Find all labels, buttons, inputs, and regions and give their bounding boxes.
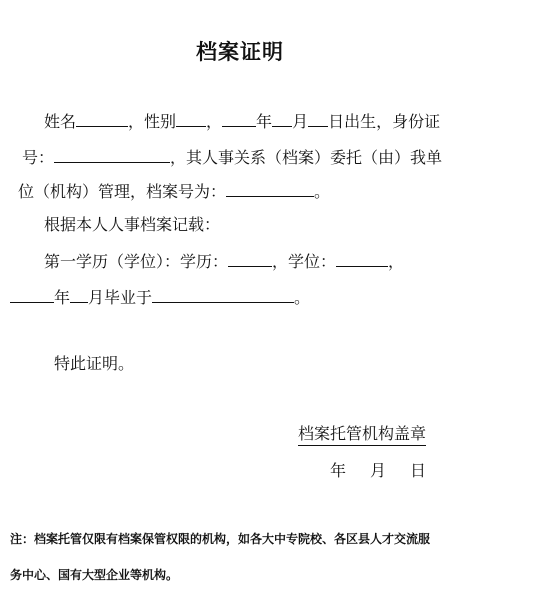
date-line [330, 458, 426, 481]
footnote-line-2: 务中心、国有大型企业等机构。 [10, 568, 179, 582]
birth-month-blank [272, 110, 292, 127]
date-day: 日 [410, 461, 427, 480]
education-blank [228, 250, 272, 267]
graduation-year-blank [10, 286, 54, 303]
degree-label: ，学位： [272, 252, 337, 271]
id-number-blank [54, 146, 170, 163]
record-intro-line: 根据本人人事档案记载： [44, 215, 221, 234]
id-label: 号： [22, 148, 55, 167]
footnote-line-1: 注：档案托管仅限有档案保管权限的机构，如各大中专院校、各区县人才交流服 [10, 532, 431, 546]
education-line [44, 250, 404, 273]
date-month: 月 [370, 461, 387, 480]
education-label: 第一学历（学位）：学历： [44, 252, 229, 271]
graduation-month-blank [70, 286, 88, 303]
id-number-line [22, 146, 442, 169]
entrust-text: ，其人事关系（档案）委托（由）我单 [170, 148, 443, 167]
year-label: 年 [256, 112, 273, 131]
archive-number-blank [226, 180, 314, 197]
comma-separator: ， [206, 112, 223, 131]
date-year: 年 [330, 461, 347, 480]
graduated-from-label: 月毕业于 [88, 288, 153, 307]
name-blank [76, 110, 128, 127]
period: 。 [314, 182, 331, 201]
gender-label: ，性别 [128, 112, 177, 131]
degree-blank [336, 250, 388, 267]
name-label: 姓名 [44, 112, 77, 131]
archive-number-label: 位（机构）管理，档案号为： [18, 182, 227, 201]
birth-year-blank [222, 110, 256, 127]
graduation-line [10, 286, 310, 309]
certification-statement: 特此证明。 [54, 354, 135, 373]
comma-separator: ， [388, 252, 405, 271]
gender-blank [176, 110, 206, 127]
school-blank [152, 286, 294, 303]
period: 。 [294, 288, 311, 307]
page-title: 档案证明 [196, 40, 284, 64]
birth-day-blank [308, 110, 328, 127]
born-id-label: 日出生，身份证 [328, 112, 441, 131]
year-label: 年 [54, 288, 71, 307]
seal-label: 档案托管机构盖章 [298, 424, 426, 446]
archive-number-line [18, 180, 330, 203]
month-label: 月 [292, 112, 309, 131]
personal-info-line [44, 110, 440, 133]
